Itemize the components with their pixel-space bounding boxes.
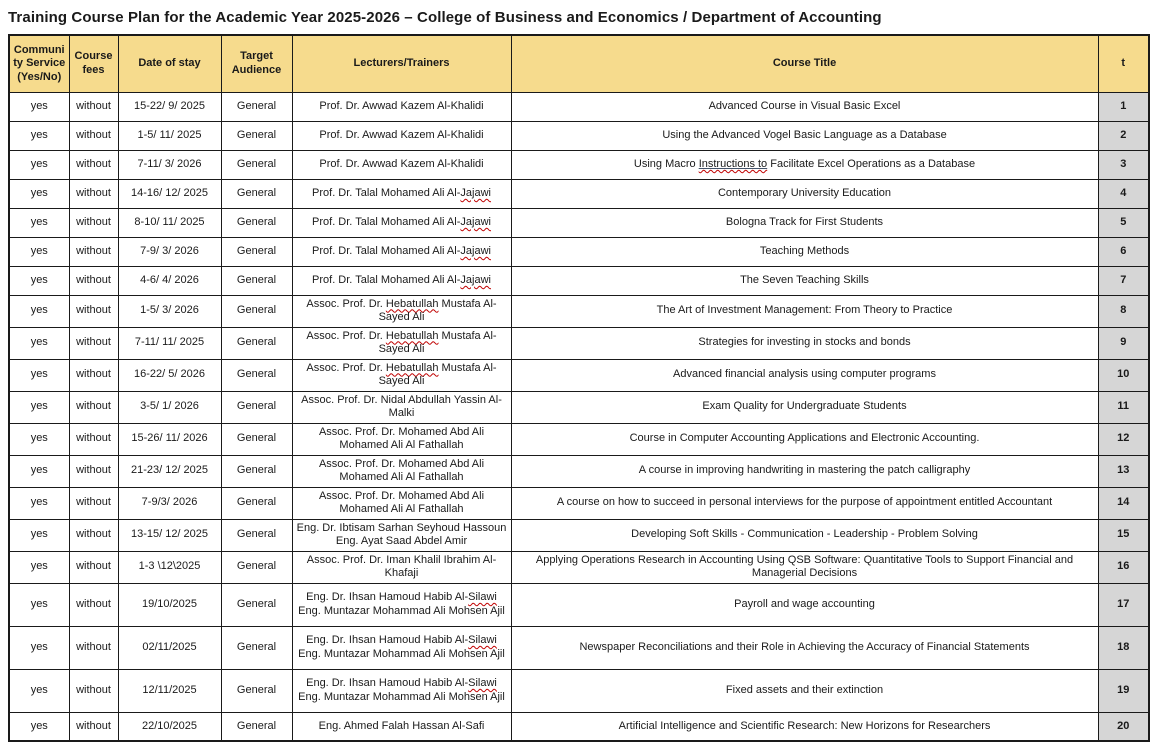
target-audience-cell: General: [221, 359, 292, 391]
course-fees-cell: without: [69, 519, 118, 551]
lecturer-line: Assoc. Prof. Dr. Hebatullah Mustafa Al-Sayed Ali: [306, 361, 497, 387]
date-of-stay-cell: 21-23/ 12/ 2025: [118, 455, 221, 487]
index-cell: 20: [1098, 712, 1149, 741]
table-row: [9, 626, 1149, 669]
target-audience-cell: General: [221, 150, 292, 179]
lecturers-cell: [292, 179, 511, 208]
target-audience-cell: General: [221, 519, 292, 551]
target-audience-cell: General: [221, 626, 292, 669]
target-audience-cell: General: [221, 551, 292, 583]
index-cell: 6: [1098, 237, 1149, 266]
lecturers-cell: [292, 237, 511, 266]
course-fees-cell: without: [69, 391, 118, 423]
table-row: [9, 391, 1149, 423]
page-title: Training Course Plan for the Academic Year 2025-2026 – College of Business and Economics / Department of Accounting: [8, 9, 882, 26]
target-audience-cell: General: [221, 712, 292, 741]
index-cell: 16: [1098, 551, 1149, 583]
index-cell: 14: [1098, 487, 1149, 519]
community-service-cell: yes: [9, 121, 69, 150]
table-row: [9, 208, 1149, 237]
spellcheck-word: Hebatullah: [385, 329, 439, 342]
table-row: [9, 237, 1149, 266]
index-cell: 7: [1098, 266, 1149, 295]
lecturers-cell: [292, 295, 511, 327]
course-fees-cell: without: [69, 327, 118, 359]
lecturers-cell: [292, 391, 511, 423]
lecturer-line: Assoc. Prof. Dr. Mohamed Abd Ali Mohamed Ali Al Fathallah: [318, 425, 485, 451]
course-fees-cell: without: [69, 266, 118, 295]
spellcheck-word: Hebatullah: [385, 361, 439, 374]
target-audience-cell: General: [221, 266, 292, 295]
table-row: [9, 455, 1149, 487]
course-fees-cell: without: [69, 626, 118, 669]
table-row: [9, 487, 1149, 519]
community-service-cell: yes: [9, 327, 69, 359]
index-cell: 18: [1098, 626, 1149, 669]
index-cell: 4: [1098, 179, 1149, 208]
lecturer-line: Assoc. Prof. Dr. Nidal Abdullah Yassin Al-Malki: [301, 393, 502, 419]
date-of-stay-cell: 15-26/ 11/ 2026: [118, 423, 221, 455]
index-cell: 15: [1098, 519, 1149, 551]
header-target-audience: Target Audience: [221, 35, 292, 92]
lecturer-line: Eng. Dr. Ihsan Hamoud Habib Al-Silawi: [306, 634, 497, 646]
table-row: [9, 92, 1149, 121]
table-row: [9, 179, 1149, 208]
spellcheck-word: Jajawi: [460, 273, 491, 286]
table-row: [9, 583, 1149, 626]
lecturer-line: Assoc. Prof. Dr. Mohamed Abd Ali Mohamed Ali Al Fathallah: [318, 457, 485, 483]
date-of-stay-cell: 1-5/ 11/ 2025: [118, 121, 221, 150]
course-title-cell: Newspaper Reconciliations and their Role in Achieving the Accuracy of Financial Statements: [511, 626, 1098, 669]
course-title-cell: Advanced Course in Visual Basic Excel: [511, 92, 1098, 121]
table-row: [9, 266, 1149, 295]
lecturer-line: Eng. Muntazar Mohammad Ali Mohsen Ajil: [298, 690, 505, 703]
header-date-of-stay: Date of stay: [118, 35, 221, 92]
spellcheck-word: Silawi: [468, 634, 497, 646]
community-service-cell: yes: [9, 179, 69, 208]
header-community-service: Community Service (Yes/No): [9, 35, 69, 92]
spellcheck-word: Jajawi: [460, 186, 491, 199]
course-fees-cell: without: [69, 179, 118, 208]
date-of-stay-cell: 19/10/2025: [118, 583, 221, 626]
community-service-cell: yes: [9, 391, 69, 423]
course-fees-cell: without: [69, 487, 118, 519]
target-audience-cell: General: [221, 487, 292, 519]
course-fees-cell: without: [69, 583, 118, 626]
course-title-cell: Using the Advanced Vogel Basic Language as a Database: [511, 121, 1098, 150]
header-lecturers-trainers: Lecturers/Trainers: [292, 35, 511, 92]
lecturers-cell: [292, 519, 511, 551]
index-cell: 1: [1098, 92, 1149, 121]
lecturers-cell: [292, 583, 511, 626]
course-fees-cell: without: [69, 150, 118, 179]
index-cell: 13: [1098, 455, 1149, 487]
community-service-cell: yes: [9, 455, 69, 487]
date-of-stay-cell: 7-11/ 3/ 2026: [118, 150, 221, 179]
index-cell: 5: [1098, 208, 1149, 237]
lecturer-line: Eng. Muntazar Mohammad Ali Mohsen Ajil: [298, 647, 505, 660]
table-row: [9, 327, 1149, 359]
date-of-stay-cell: 7-9/3/ 2026: [118, 487, 221, 519]
course-title-cell: Artificial Intelligence and Scientific Research: New Horizons for Researchers: [511, 712, 1098, 741]
target-audience-cell: General: [221, 455, 292, 487]
spellcheck-word: Instructions to: [698, 157, 768, 170]
course-title-cell: The Art of Investment Management: From Theory to Practice: [511, 295, 1098, 327]
table-row: [9, 712, 1149, 741]
course-fees-cell: without: [69, 551, 118, 583]
lecturers-cell: [292, 150, 511, 179]
community-service-cell: yes: [9, 519, 69, 551]
course-title-cell: A course in improving handwriting in mastering the patch calligraphy: [511, 455, 1098, 487]
community-service-cell: yes: [9, 237, 69, 266]
course-title-cell: Teaching Methods: [511, 237, 1098, 266]
lecturer-line: Assoc. Prof. Dr. Hebatullah Mustafa Al-Sayed Ali: [306, 297, 497, 323]
index-cell: 8: [1098, 295, 1149, 327]
target-audience-cell: General: [221, 92, 292, 121]
lecturers-cell: [292, 121, 511, 150]
spellcheck-word: Hebatullah: [385, 297, 439, 310]
course-fees-cell: without: [69, 455, 118, 487]
date-of-stay-cell: 7-9/ 3/ 2026: [118, 237, 221, 266]
lecturers-cell: [292, 626, 511, 669]
lecturer-line: Prof. Dr. Talal Mohamed Ali Al-Jajawi: [312, 273, 491, 286]
target-audience-cell: General: [221, 121, 292, 150]
lecturer-line: Prof. Dr. Talal Mohamed Ali Al-Jajawi: [312, 186, 491, 199]
course-fees-cell: without: [69, 423, 118, 455]
lecturer-line: Prof. Dr. Talal Mohamed Ali Al-Jajawi: [312, 244, 491, 257]
date-of-stay-cell: 8-10/ 11/ 2025: [118, 208, 221, 237]
course-title-cell: Developing Soft Skills - Communication - Leadership - Problem Solving: [511, 519, 1098, 551]
lecturers-cell: [292, 327, 511, 359]
lecturers-cell: [292, 455, 511, 487]
course-fees-cell: without: [69, 237, 118, 266]
index-cell: 19: [1098, 669, 1149, 712]
course-title-cell: Course in Computer Accounting Applications and Electronic Accounting.: [511, 423, 1098, 455]
course-title-cell: Bologna Track for First Students: [511, 208, 1098, 237]
table-body: [9, 92, 1149, 741]
index-cell: 12: [1098, 423, 1149, 455]
lecturers-cell: [292, 669, 511, 712]
date-of-stay-cell: 14-16/ 12/ 2025: [118, 179, 221, 208]
index-cell: 9: [1098, 327, 1149, 359]
lecturer-line: Prof. Dr. Talal Mohamed Ali Al-Jajawi: [312, 215, 491, 228]
date-of-stay-cell: 22/10/2025: [118, 712, 221, 741]
table-row: [9, 551, 1149, 583]
lecturer-line: Prof. Dr. Awwad Kazem Al-Khalidi: [319, 99, 484, 112]
header-course-title: Course Title: [511, 35, 1098, 92]
community-service-cell: yes: [9, 487, 69, 519]
course-plan-table: [8, 34, 1150, 742]
community-service-cell: yes: [9, 551, 69, 583]
community-service-cell: yes: [9, 208, 69, 237]
course-title-cell: Contemporary University Education: [511, 179, 1098, 208]
course-fees-cell: without: [69, 208, 118, 237]
header-index: t: [1098, 35, 1149, 92]
date-of-stay-cell: 12/11/2025: [118, 669, 221, 712]
community-service-cell: yes: [9, 626, 69, 669]
lecturers-cell: [292, 208, 511, 237]
community-service-cell: yes: [9, 669, 69, 712]
lecturer-line: Eng. Ayat Saad Abdel Amir: [335, 535, 468, 547]
community-service-cell: yes: [9, 423, 69, 455]
date-of-stay-cell: 02/11/2025: [118, 626, 221, 669]
course-fees-cell: without: [69, 92, 118, 121]
lecturers-cell: [292, 712, 511, 741]
index-cell: 2: [1098, 121, 1149, 150]
course-fees-cell: without: [69, 121, 118, 150]
target-audience-cell: General: [221, 295, 292, 327]
date-of-stay-cell: 16-22/ 5/ 2026: [118, 359, 221, 391]
lecturer-line: Eng. Dr. Ihsan Hamoud Habib Al-Silawi: [306, 591, 497, 603]
community-service-cell: yes: [9, 583, 69, 626]
lecturer-line: Eng. Dr. Ibtisam Sarhan Seyhoud Hassoun: [296, 521, 507, 534]
spellcheck-word: Jajawi: [460, 215, 491, 228]
table-row: [9, 423, 1149, 455]
lecturers-cell: [292, 551, 511, 583]
target-audience-cell: General: [221, 179, 292, 208]
lecturer-line: Eng. Ahmed Falah Hassan Al-Safi: [318, 719, 485, 732]
community-service-cell: yes: [9, 712, 69, 741]
lecturer-line: Assoc. Prof. Dr. Hebatullah Mustafa Al-Sayed Ali: [306, 329, 497, 355]
index-cell: 3: [1098, 150, 1149, 179]
date-of-stay-cell: 13-15/ 12/ 2025: [118, 519, 221, 551]
course-title-cell: Exam Quality for Undergraduate Students: [511, 391, 1098, 423]
spellcheck-word: Jajawi: [460, 244, 491, 257]
target-audience-cell: General: [221, 423, 292, 455]
lecturer-line: Prof. Dr. Awwad Kazem Al-Khalidi: [319, 157, 484, 170]
target-audience-cell: General: [221, 669, 292, 712]
community-service-cell: yes: [9, 359, 69, 391]
lecturers-cell: [292, 359, 511, 391]
lecturers-cell: [292, 423, 511, 455]
course-title-cell: Payroll and wage accounting: [511, 583, 1098, 626]
course-title-cell: A course on how to succeed in personal interviews for the purpose of appointment entitled Accountant: [511, 487, 1098, 519]
lecturer-line: Assoc. Prof. Dr. Mohamed Abd Ali Mohamed Ali Al Fathallah: [318, 489, 485, 515]
community-service-cell: yes: [9, 266, 69, 295]
course-fees-cell: without: [69, 669, 118, 712]
spellcheck-word: Silawi: [468, 677, 497, 689]
table-row: [9, 519, 1149, 551]
index-cell: 10: [1098, 359, 1149, 391]
course-title-cell: Strategies for investing in stocks and bonds: [511, 327, 1098, 359]
course-fees-cell: without: [69, 295, 118, 327]
date-of-stay-cell: 7-11/ 11/ 2025: [118, 327, 221, 359]
community-service-cell: yes: [9, 92, 69, 121]
community-service-cell: yes: [9, 150, 69, 179]
lecturer-line: Eng. Muntazar Mohammad Ali Mohsen Ajil: [298, 604, 505, 617]
target-audience-cell: General: [221, 391, 292, 423]
underlined-phrase: [699, 158, 767, 170]
course-title-cell: Fixed assets and their extinction: [511, 669, 1098, 712]
target-audience-cell: General: [221, 583, 292, 626]
spellcheck-word: Silawi: [468, 591, 497, 603]
course-title-cell: Using Macro Instructions to Facilitate Excel Operations as a Database: [511, 150, 1098, 179]
table-header-row: [9, 35, 1149, 92]
lecturer-line: Eng. Dr. Ihsan Hamoud Habib Al-Silawi: [306, 677, 497, 689]
course-title-cell: Applying Operations Research in Accounting Using QSB Software: Quantitative Tools to Support Financial and Managerial Decisions: [511, 551, 1098, 583]
target-audience-cell: General: [221, 327, 292, 359]
index-cell: 11: [1098, 391, 1149, 423]
lecturers-cell: [292, 487, 511, 519]
date-of-stay-cell: 3-5/ 1/ 2026: [118, 391, 221, 423]
index-cell: 17: [1098, 583, 1149, 626]
date-of-stay-cell: 4-6/ 4/ 2026: [118, 266, 221, 295]
table-row: [9, 121, 1149, 150]
lecturers-cell: [292, 92, 511, 121]
date-of-stay-cell: 1-3 \12\2025: [118, 551, 221, 583]
community-service-cell: yes: [9, 295, 69, 327]
course-fees-cell: without: [69, 359, 118, 391]
date-of-stay-cell: 15-22/ 9/ 2025: [118, 92, 221, 121]
course-fees-cell: without: [69, 712, 118, 741]
lecturer-line: Assoc. Prof. Dr. Iman Khalil Ibrahim Al-Khafaji: [306, 553, 497, 579]
lecturer-line: Prof. Dr. Awwad Kazem Al-Khalidi: [319, 128, 484, 141]
course-title-cell: Advanced financial analysis using computer programs: [511, 359, 1098, 391]
lecturers-cell: [292, 266, 511, 295]
table-row: [9, 150, 1149, 179]
date-of-stay-cell: 1-5/ 3/ 2026: [118, 295, 221, 327]
target-audience-cell: General: [221, 208, 292, 237]
course-title-cell: The Seven Teaching Skills: [511, 266, 1098, 295]
table-row: [9, 669, 1149, 712]
target-audience-cell: General: [221, 237, 292, 266]
header-course-fees: Course fees: [69, 35, 118, 92]
table-row: [9, 295, 1149, 327]
table-row: [9, 359, 1149, 391]
